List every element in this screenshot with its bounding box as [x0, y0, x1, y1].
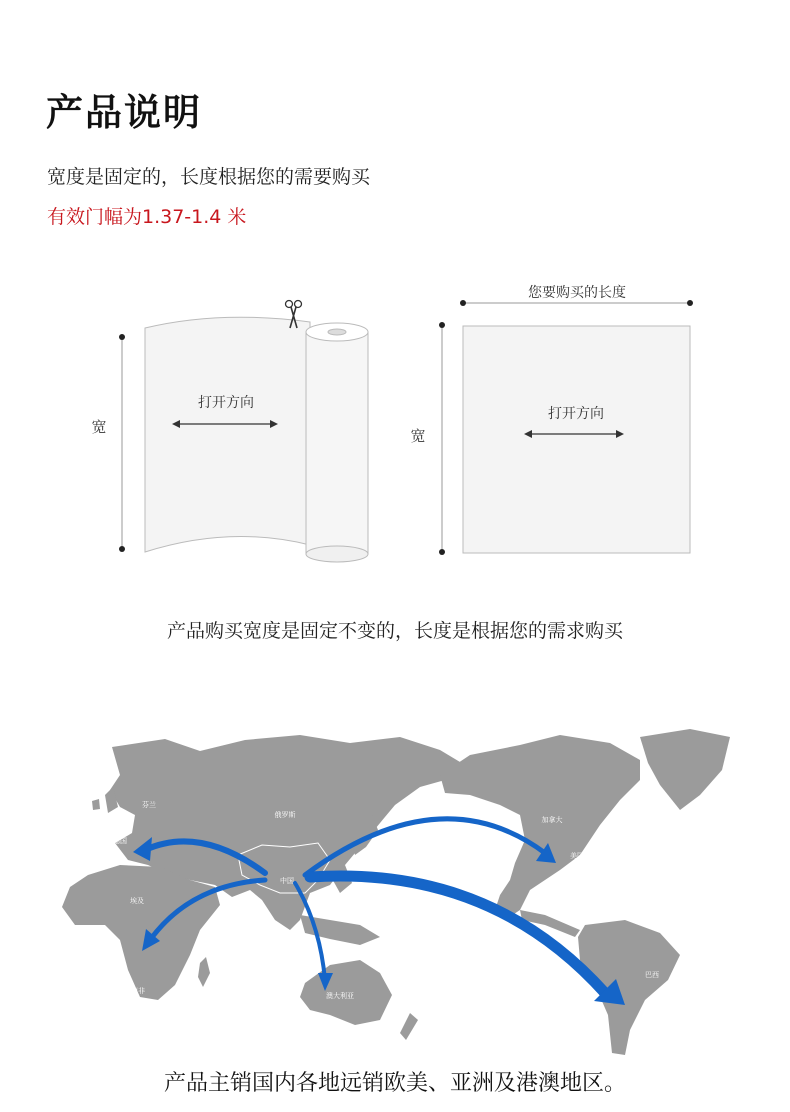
sheet-width-dimension	[439, 322, 445, 555]
fabric-roll	[145, 317, 368, 562]
label-brazil: 巴西	[645, 971, 659, 979]
roll-width-label: 宽	[91, 418, 107, 436]
label-russia: 俄罗斯	[274, 811, 296, 819]
label-china: 中国	[280, 877, 294, 885]
africa	[62, 865, 220, 1000]
label-egypt: 埃及	[130, 897, 144, 905]
effective-width-note: 有效门幅为1.37-1.4 米	[47, 206, 247, 228]
north-america	[440, 735, 640, 920]
sheet-width-label: 宽	[410, 427, 426, 445]
fabric-sheet	[463, 326, 690, 553]
roll-diagram	[0, 280, 790, 580]
market-caption: 产品主销国内各地远销欧美、亚洲及港澳地区。	[163, 1071, 626, 1096]
label-germany: 德国	[113, 837, 127, 845]
roll-width-dimension	[119, 334, 125, 552]
label-south-africa: 南非	[131, 987, 145, 995]
label-australia: 澳大利亚	[326, 992, 354, 1000]
label-finland: 芬兰	[142, 801, 156, 809]
label-france: 法国	[94, 848, 108, 856]
label-usa: 美国	[570, 852, 584, 860]
page-title: 产品说明	[46, 91, 202, 134]
label-canada: 加拿大	[541, 816, 563, 824]
greenland	[640, 729, 730, 810]
world-map	[0, 715, 790, 1060]
sheet-direction-label: 打开方向	[548, 406, 604, 422]
landmasses	[62, 729, 730, 1055]
roll-direction-label: 打开方向	[198, 395, 254, 411]
purchase-caption: 产品购买宽度是固定不变的，长度是根据您的需求购买	[166, 620, 623, 642]
width-fixed-note: 宽度是固定的，长度根据您的需要购买	[47, 166, 371, 188]
purchase-length-label: 您要购买的长度	[528, 285, 626, 301]
